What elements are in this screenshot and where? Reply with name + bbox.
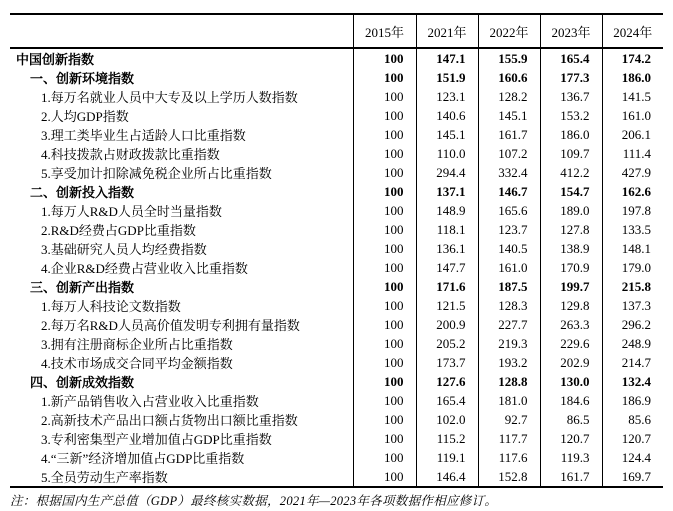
row-label: 1.每万人R&D人员全时当量指数 — [41, 204, 222, 219]
table-row — [10, 68, 663, 87]
footnote: 注：根据国内生产总值（GDP）最终核实数据，2021年—2023年各项数据作相应修订。 — [10, 494, 498, 508]
column-header-year: 2021年 — [416, 14, 478, 48]
value-cell: 145.1 — [416, 125, 478, 144]
value-cell: 127.6 — [416, 372, 478, 391]
value-cell: 186.0 — [602, 68, 663, 87]
column-header-year: 2022年 — [478, 14, 540, 48]
value-cell: 199.7 — [540, 277, 602, 296]
value-cell: 145.1 — [478, 106, 540, 125]
value-cell: 137.1 — [416, 182, 478, 201]
value-cell: 151.9 — [416, 68, 478, 87]
value-cell: 160.6 — [478, 68, 540, 87]
value-cell: 193.2 — [478, 353, 540, 372]
table-row — [10, 144, 663, 163]
row-label: 2.R&D经费占GDP比重指数 — [41, 223, 196, 238]
corner-cell — [10, 14, 353, 48]
value-cell: 129.8 — [540, 296, 602, 315]
value-cell: 128.2 — [478, 87, 540, 106]
value-cell: 154.7 — [540, 182, 602, 201]
value-cell: 219.3 — [478, 334, 540, 353]
value-cell: 140.5 — [478, 239, 540, 258]
value-cell: 133.5 — [602, 220, 663, 239]
table-row — [10, 296, 663, 315]
table-row — [10, 448, 663, 467]
value-cell: 136.1 — [416, 239, 478, 258]
value-cell: 296.2 — [602, 315, 663, 334]
value-cell: 85.6 — [602, 410, 663, 429]
table-row — [10, 220, 663, 239]
value-cell: 263.3 — [540, 315, 602, 334]
value-cell: 227.7 — [478, 315, 540, 334]
value-cell: 165.6 — [478, 201, 540, 220]
value-cell: 119.3 — [540, 448, 602, 467]
row-label: 4.企业R&D经费占营业收入比重指数 — [41, 261, 248, 276]
table-row — [10, 106, 663, 125]
value-cell: 100 — [353, 163, 416, 182]
value-cell: 100 — [353, 372, 416, 391]
value-cell: 147.7 — [416, 258, 478, 277]
table-row — [10, 334, 663, 353]
value-cell: 130.0 — [540, 372, 602, 391]
value-cell: 161.7 — [540, 467, 602, 487]
table-row — [10, 239, 663, 258]
row-label: 1.新产品销售收入占营业收入比重指数 — [41, 394, 259, 409]
value-cell: 148.9 — [416, 201, 478, 220]
row-label: 3.专利密集型产业增加值占GDP比重指数 — [41, 432, 272, 447]
value-cell: 186.9 — [602, 391, 663, 410]
row-label: 四、创新成效指数 — [30, 375, 135, 390]
value-cell: 161.7 — [478, 125, 540, 144]
value-cell: 165.4 — [416, 391, 478, 410]
value-cell: 100 — [353, 68, 416, 87]
row-label: 3.基础研究人员人均经费指数 — [41, 242, 207, 257]
value-cell: 100 — [353, 334, 416, 353]
column-header-year: 2015年 — [353, 14, 416, 48]
value-cell: 138.9 — [540, 239, 602, 258]
value-cell: 100 — [353, 296, 416, 315]
table-row — [10, 429, 663, 448]
value-cell: 100 — [353, 182, 416, 201]
value-cell: 184.6 — [540, 391, 602, 410]
value-cell: 332.4 — [478, 163, 540, 182]
row-label: 4.“三新”经济增加值占GDP比重指数 — [41, 451, 245, 466]
table-row — [10, 277, 663, 296]
table-row — [10, 391, 663, 410]
value-cell: 100 — [353, 106, 416, 125]
value-cell: 173.7 — [416, 353, 478, 372]
value-cell: 117.6 — [478, 448, 540, 467]
value-cell: 205.2 — [416, 334, 478, 353]
value-cell: 117.7 — [478, 429, 540, 448]
table-row — [10, 182, 663, 201]
value-cell: 170.9 — [540, 258, 602, 277]
value-cell: 189.0 — [540, 201, 602, 220]
row-label: 4.技术市场成交合同平均金额指数 — [41, 356, 233, 371]
row-label: 三、创新产出指数 — [30, 280, 135, 295]
value-cell: 121.5 — [416, 296, 478, 315]
value-cell: 161.0 — [478, 258, 540, 277]
value-cell: 118.1 — [416, 220, 478, 239]
value-cell: 177.3 — [540, 68, 602, 87]
value-cell: 127.8 — [540, 220, 602, 239]
value-cell: 171.6 — [416, 277, 478, 296]
year-header-row — [10, 14, 663, 48]
value-cell: 202.9 — [540, 353, 602, 372]
table-row — [10, 87, 663, 106]
value-cell: 100 — [353, 201, 416, 220]
value-cell: 155.9 — [478, 48, 540, 68]
value-cell: 100 — [353, 391, 416, 410]
value-cell: 140.6 — [416, 106, 478, 125]
value-cell: 248.9 — [602, 334, 663, 353]
row-label: 1.每万名就业人员中大专及以上学历人数指数 — [41, 90, 298, 105]
value-cell: 146.4 — [416, 467, 478, 487]
value-cell: 137.3 — [602, 296, 663, 315]
value-cell: 100 — [353, 48, 416, 68]
value-cell: 181.0 — [478, 391, 540, 410]
row-label: 1.每万人科技论文数指数 — [41, 299, 181, 314]
value-cell: 136.7 — [540, 87, 602, 106]
value-cell: 206.1 — [602, 125, 663, 144]
value-cell: 109.7 — [540, 144, 602, 163]
value-cell: 141.5 — [602, 87, 663, 106]
value-cell: 165.4 — [540, 48, 602, 68]
table-row — [10, 163, 663, 182]
value-cell: 123.7 — [478, 220, 540, 239]
value-cell: 146.7 — [478, 182, 540, 201]
row-label: 4.科技拨款占财政拨款比重指数 — [41, 147, 220, 162]
value-cell: 174.2 — [602, 48, 663, 68]
table-row — [10, 467, 663, 487]
value-cell: 100 — [353, 410, 416, 429]
value-cell: 100 — [353, 429, 416, 448]
value-cell: 100 — [353, 144, 416, 163]
table-row — [10, 258, 663, 277]
value-cell: 100 — [353, 277, 416, 296]
value-cell: 214.7 — [602, 353, 663, 372]
value-cell: 100 — [353, 87, 416, 106]
value-cell: 132.4 — [602, 372, 663, 391]
table-row — [10, 315, 663, 334]
value-cell: 107.2 — [478, 144, 540, 163]
value-cell: 111.4 — [602, 144, 663, 163]
value-cell: 100 — [353, 353, 416, 372]
row-label: 2.每万名R&D人员高价值发明专利拥有量指数 — [41, 318, 300, 333]
value-cell: 110.0 — [416, 144, 478, 163]
value-cell: 229.6 — [540, 334, 602, 353]
value-cell: 102.0 — [416, 410, 478, 429]
value-cell: 162.6 — [602, 182, 663, 201]
value-cell: 119.1 — [416, 448, 478, 467]
value-cell: 412.2 — [540, 163, 602, 182]
row-label: 一、创新环境指数 — [30, 71, 135, 86]
table-row — [10, 48, 663, 68]
row-label: 3.拥有注册商标企业所占比重指数 — [41, 337, 233, 352]
row-label: 5.全员劳动生产率指数 — [41, 470, 168, 485]
value-cell: 120.7 — [540, 429, 602, 448]
row-label: 二、创新投入指数 — [30, 185, 135, 200]
value-cell: 147.1 — [416, 48, 478, 68]
column-header-year: 2024年 — [602, 14, 663, 48]
value-cell: 153.2 — [540, 106, 602, 125]
row-label: 2.人均GDP指数 — [41, 109, 129, 124]
table-row — [10, 372, 663, 391]
value-cell: 100 — [353, 258, 416, 277]
value-cell: 148.1 — [602, 239, 663, 258]
value-cell: 100 — [353, 315, 416, 334]
table-body — [10, 48, 663, 487]
row-label: 3.理工类毕业生占适龄人口比重指数 — [41, 128, 246, 143]
value-cell: 215.8 — [602, 277, 663, 296]
table-row — [10, 125, 663, 144]
value-cell: 169.7 — [602, 467, 663, 487]
value-cell: 128.8 — [478, 372, 540, 391]
row-label: 5.享受加计扣除减免税企业所占比重指数 — [41, 166, 272, 181]
table-row — [10, 410, 663, 429]
value-cell: 152.8 — [478, 467, 540, 487]
value-cell: 120.7 — [602, 429, 663, 448]
value-cell: 123.1 — [416, 87, 478, 106]
table-row — [10, 201, 663, 220]
value-cell: 124.4 — [602, 448, 663, 467]
value-cell: 200.9 — [416, 315, 478, 334]
value-cell: 187.5 — [478, 277, 540, 296]
value-cell: 179.0 — [602, 258, 663, 277]
china-innovation-index-table — [10, 13, 663, 488]
value-cell: 161.0 — [602, 106, 663, 125]
value-cell: 294.4 — [416, 163, 478, 182]
row-label: 2.高新技术产品出口额占货物出口额比重指数 — [41, 413, 298, 428]
value-cell: 100 — [353, 467, 416, 487]
value-cell: 427.9 — [602, 163, 663, 182]
value-cell: 100 — [353, 125, 416, 144]
value-cell: 186.0 — [540, 125, 602, 144]
value-cell: 100 — [353, 220, 416, 239]
value-cell: 92.7 — [478, 410, 540, 429]
table-row — [10, 353, 663, 372]
value-cell: 128.3 — [478, 296, 540, 315]
value-cell: 86.5 — [540, 410, 602, 429]
row-label: 中国创新指数 — [16, 52, 95, 67]
value-cell: 100 — [353, 239, 416, 258]
value-cell: 115.2 — [416, 429, 478, 448]
column-header-year: 2023年 — [540, 14, 602, 48]
value-cell: 100 — [353, 448, 416, 467]
value-cell: 197.8 — [602, 201, 663, 220]
